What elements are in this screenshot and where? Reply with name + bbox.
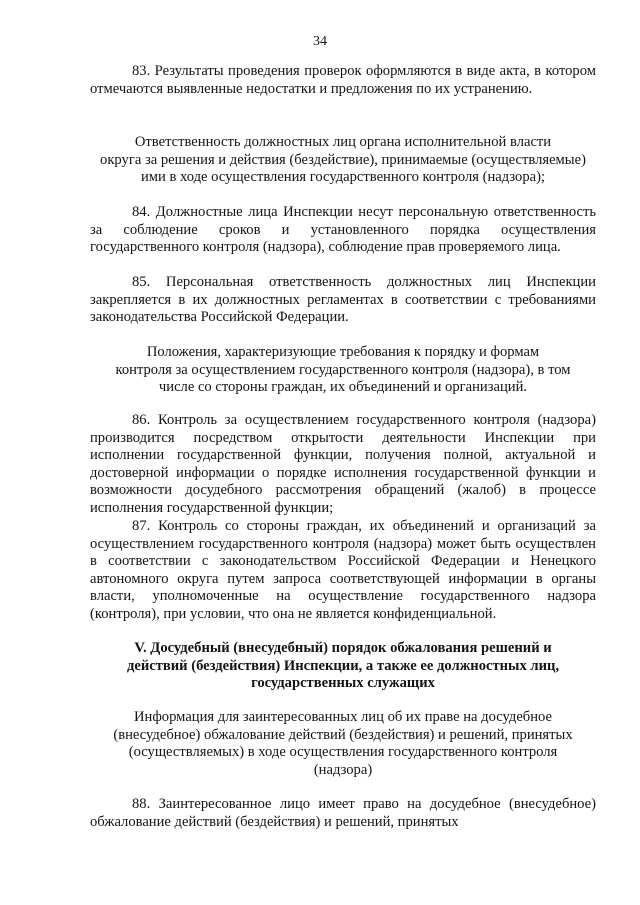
heading-line: ими в ходе осуществления государственного контроля (надзора); [140, 169, 546, 186]
paragraph-83: 83. Результаты проведения проверок оформляются в виде акта, в котором отмечаются выявленные недостатки и предложения по их устранению. [90, 63, 596, 97]
heading-line: Положения, характеризующие требования к порядку и формам [146, 344, 540, 360]
section-v-heading [90, 640, 596, 693]
paragraph-87: 87. Контроль со стороны граждан, их объединений и организаций за осуществлением государственного контроля (надзора) может быть осуществлен в соответствии с законодательством Российской Федерации и Ненецкого автономного округа путем запроса соответствующей информации в органы власти, уполномоченные на осуществление государственного надзора (контроля), при условии, что она не является конфиденциальной. [90, 518, 596, 622]
heading-responsibility [90, 134, 596, 187]
heading-line: государственных служащих [251, 675, 435, 692]
heading-line: контроля за осуществлением государственного контроля (надзора), в том [115, 361, 571, 378]
heading-line: округа за решения и действия (бездействие), принимаемые (осуществляемые) [100, 151, 586, 168]
heading-line: Информация для заинтересованных лиц об их праве на досудебное [134, 709, 552, 725]
heading-line: (осуществляемых) в ходе осуществления государственного контроля [128, 744, 558, 761]
paragraph-85: 85. Персональная ответственность должностных лиц Инспекции закрепляется в их должностных регламентах в соответствии с требованиями законодательства Российской Федерации. [90, 274, 596, 326]
paragraph-86: 86. Контроль за осуществлением государственного контроля (надзора) производится посредством открытости деятельности Инспекции при исполнении государственной функции, получения полной, актуальной и достоверной информации о порядке исполнения государственной функции и возможности досудебного рассмотрения обращений (жалоб) в процессе исполнения государственной функции; [90, 412, 596, 516]
heading-line: числе со стороны граждан, их объединений и организаций. [158, 379, 528, 396]
paragraph-88: 88. Заинтересованное лицо имеет право на досудебное (внесудебное) обжалование действий (бездействия) и решений, принятых [90, 796, 596, 830]
heading-line: (внесудебное) обжалование действий (бездействия) и решений, принятых [113, 726, 573, 743]
heading-control-requirements [90, 344, 596, 397]
heading-line: (надзора) [313, 761, 373, 778]
paragraph-84: 84. Должностные лица Инспекции несут персональную ответственность за соблюдение сроков и установленного порядка осуществления государственного контроля (надзора), соблюдение прав проверяемого лица. [90, 204, 596, 256]
page-number: 34 [313, 34, 327, 49]
heading-line: действий (бездействия) Инспекции, а также ее должностных лиц, [126, 657, 560, 674]
heading-line: V. Досудебный (внесудебный) порядок обжалования решений и [134, 640, 552, 656]
heading-line: Ответственность должностных лиц органа исполнительной власти [134, 134, 552, 150]
heading-appeal-info [90, 709, 596, 779]
